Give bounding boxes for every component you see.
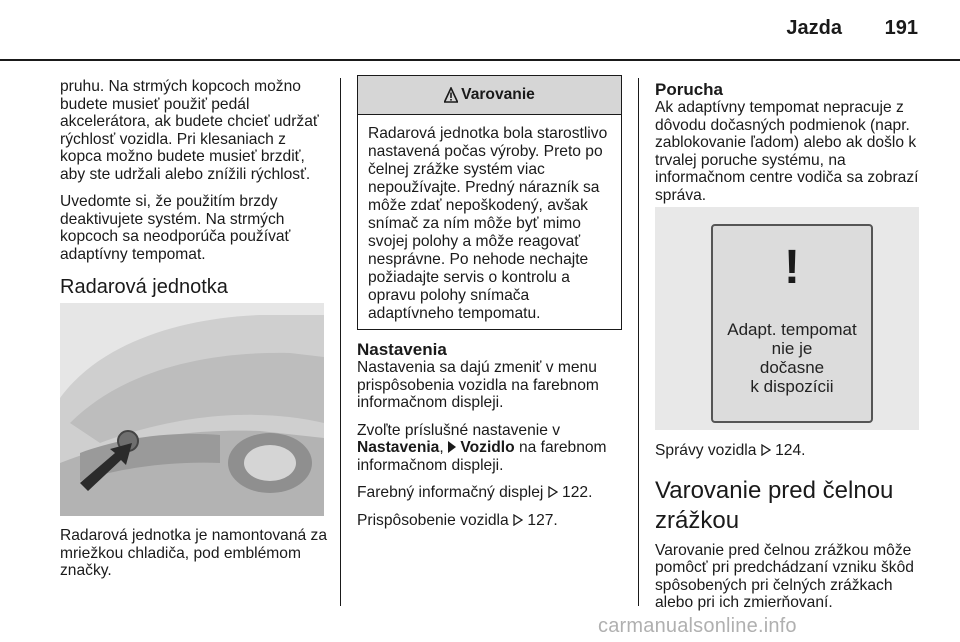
header-rule <box>0 59 960 61</box>
settings-menu-link[interactable]: Nastavenia <box>357 439 440 456</box>
cross-ref-text: Správy vozidla <box>655 442 757 459</box>
column-divider-right <box>638 78 639 606</box>
right-column-top <box>655 80 925 214</box>
warning-body: Radarová jednotka bola starostlivo nastavená počas výroby. Preto po čelnej zrážke systém viac nepoužívajte. Predný nárazník sa môže zdať nepoškodený, avšak snímač za ním môže byť mimo svojej polohy a môže reagovať nesprávne. Po nehode nechajte požiadajte servis o kontrolu a opravu polohy snímača adaptívneho tempomatu. <box>368 125 608 322</box>
display-line: nie je <box>771 339 813 358</box>
collision-warning-heading: Varovanie pred čelnou zrážkou <box>655 476 894 534</box>
section-title: Jazda <box>786 17 842 39</box>
fault-paragraph: Ak adaptívny tempomat nepracuje z dôvodu dočasných podmienok (napr. zablokovanie ľadom) alebo ak došlo k trvalej poruche systému, na informačnom centre vodiča sa zobrazí správa. <box>655 99 919 204</box>
page-ref-arrow-icon <box>548 486 558 498</box>
exclamation-icon: ! <box>784 241 800 294</box>
radar-heading: Radarová jednotka <box>60 276 228 298</box>
cross-ref-vehicle-messages[interactable]: Správy vozidla 124. <box>655 442 806 459</box>
cross-ref-text: Prispôsobenie vozidla <box>357 511 509 529</box>
cross-ref-text: Farebný informačný displej <box>357 484 544 501</box>
right-column-bottom <box>655 442 925 622</box>
display-line: k dispozícii <box>750 377 834 396</box>
display-line: dočasne <box>759 358 825 377</box>
cross-ref-page: 127 <box>527 511 554 529</box>
warning-box <box>357 75 622 330</box>
cross-ref-color-display[interactable]: Farebný informačný displej 122. <box>357 484 593 501</box>
watermark: carmanualsonline.info <box>598 615 797 637</box>
warning-title: Varovanie <box>461 86 535 103</box>
middle-column <box>357 340 627 539</box>
car-front-illustration <box>60 303 324 516</box>
cross-ref-page: 124 <box>775 442 802 459</box>
page-header <box>0 0 960 62</box>
radar-unit-image <box>60 303 324 516</box>
settings-paragraph-2: Zvoľte príslušné nastavenie v Nastavenia, Vozidlo na farebnom informačnom displeji. <box>357 421 607 474</box>
fault-heading: Porucha <box>655 80 724 99</box>
cross-ref-page: 122 <box>562 484 589 501</box>
radar-caption-block <box>60 527 330 590</box>
page-ref-arrow-icon <box>513 514 523 526</box>
display-message <box>713 320 871 396</box>
settings-select-text: Zvoľte príslušné nastavenie v <box>357 421 561 439</box>
left-paragraph-1: pruhu. Na strmých kopcoch možno budete musieť použiť pedál akcelerátora, ak budete chcieť udržať rýchlosť vozidla. Pri klesaniach z kopca možno budete musieť brzdiť, aby ste udržali alebo znížili rýchlosť. <box>60 78 319 183</box>
vehicle-menu-link[interactable]: Vozidlo <box>460 439 515 456</box>
page-ref-arrow-icon <box>761 444 771 456</box>
menu-arrow-icon <box>448 441 456 453</box>
settings-paragraph-1: Nastavenia sa dajú zmeniť v menu prispôsobenia vozidla na farebnom informačnom displeji. <box>357 359 599 411</box>
settings-select-tail: na farebnom informačnom displeji. <box>357 439 607 474</box>
warning-header <box>358 76 621 115</box>
display-line: Adapt. tempomat <box>727 320 857 339</box>
left-paragraph-2: Uvedomte si, že použitím brzdy deaktivujete systém. Na strmých kopcoch sa neodporúča používať adaptívny tempomat. <box>60 193 291 263</box>
settings-heading: Nastavenia <box>357 340 447 359</box>
page-number: 191 <box>884 17 918 39</box>
left-column <box>60 78 330 299</box>
radar-caption: Radarová jednotka je namontovaná za mriežkou chladiča, pod emblémom značky. <box>60 527 328 579</box>
column-divider-left <box>340 78 341 606</box>
display-message-image <box>655 207 919 430</box>
collision-warning-paragraph: Varovanie pred čelnou zrážkou môže pomôcť pri predchádzaní vzniku škôd spôsobených pri čelných zrážkach alebo pri ich zmierňovaní. <box>655 541 914 611</box>
warning-triangle-icon <box>444 87 458 103</box>
cross-ref-vehicle-personalization[interactable]: Prispôsobenie vozidla 127. <box>357 511 558 529</box>
driver-info-screen <box>711 224 873 423</box>
